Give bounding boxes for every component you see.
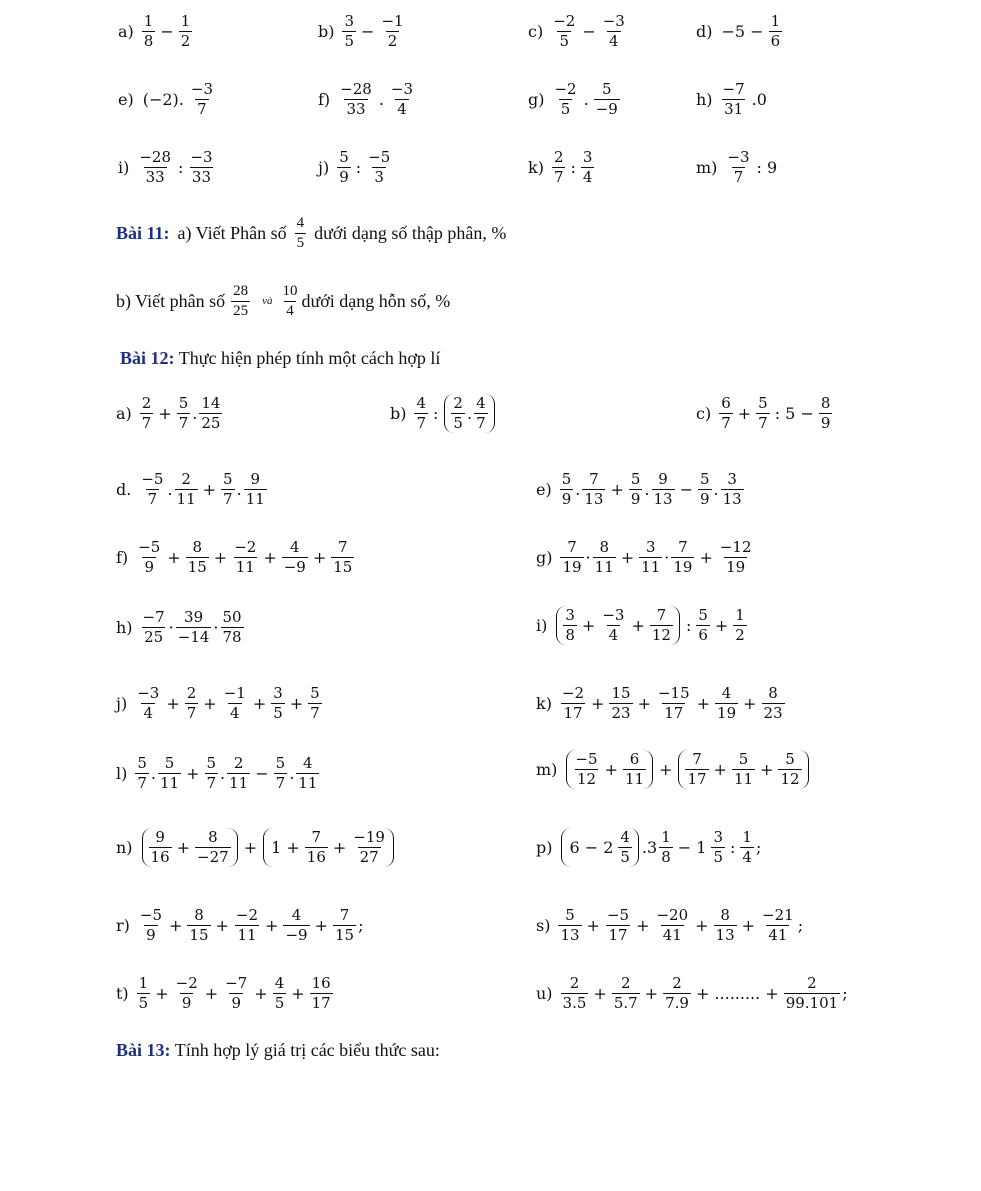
exercise-12m: m) $\frac{-5}{12}$ + $\frac{6}{11}$ + $\frac{7}{17}$ + $\frac{5}{11}$ + $\frac{5}{12}$ xyxy=(536,750,812,789)
bai12-title: Bài 12: Thực hiện phép tính một cách hợp lí xyxy=(120,348,441,368)
item-label: a) xyxy=(118,21,134,41)
exercise-12k: k) $\frac{-2}{17}$ + $\frac{15}{23}$ + $\frac{-15}{17}$ + $\frac{4}{19}$ + $\frac{8}{23}$ xyxy=(536,684,783,722)
exercise-j: j) $\frac{5}{9}$ : $\frac{-5}{3}$ xyxy=(318,148,391,186)
exercise-12g: g) $\frac{7}{19}$ · $\frac{8}{11}$ + $\frac{3}{11}$ · $\frac{7}{19}$ + $\frac{-12}{19}$ xyxy=(536,538,752,576)
exercise-b: b) $\frac{3}{5}$ − $\frac{-1}{2}$ xyxy=(318,12,404,50)
exercise-12j: j) $\frac{-3}{4}$ + $\frac{2}{7}$ + $\frac{-1}{4}$ + $\frac{3}{5}$ + $\frac{5}{7}$ xyxy=(116,684,320,722)
exercise-k: k) $\frac{2}{7}$ : $\frac{3}{4}$ xyxy=(528,148,593,186)
exercise-g: g) $\frac{-2}{5}$ . $\frac{5}{-9}$ xyxy=(528,80,618,118)
exercise-12c: c) $\frac{6}{7}$ + $\frac{5}{7}$ : 5 − $\frac{8}{9}$ xyxy=(696,394,831,432)
exercise-12p: p) 6 − 2 $\frac{4}{5}$ .3 $\frac{1}{8}$ − 1 $\frac{3}{5}$ : $\frac{1}{4}$ ; xyxy=(536,828,762,866)
exercise-12s: s) $\frac{5}{13}$ + $\frac{-5}{17}$ + $\frac{-20}{41}$ + $\frac{8}{13}$ + $\frac{-21}{41}$ ; xyxy=(536,906,804,944)
exercise-d: d) −5 − $\frac{1}{6}$ xyxy=(696,12,781,50)
exercise-12h: h) $\frac{-7}{25}$ · $\frac{39}{-14}$ · $\frac{50}{78}$ xyxy=(116,608,242,646)
exercise-c: c) $\frac{-2}{5}$ − $\frac{-3}{4}$ xyxy=(528,12,625,50)
exercise-12a: a) $\frac{2}{7}$ + $\frac{5}{7}$ . $\frac{14}{25}$ xyxy=(116,394,221,432)
exercise-12b: b) $\frac{4}{7}$ : $\frac{2}{5}$ . $\frac{4}{7}$ xyxy=(390,394,498,433)
exercise-e: e) (−2). $\frac{-3}{7}$ xyxy=(118,80,213,118)
fraction: $\frac{1}{2}$ xyxy=(180,12,191,50)
exercise-a: a) $\frac{1}{8}$ − $\frac{1}{2}$ xyxy=(118,12,191,50)
exercise-12r: r) $\frac{-5}{9}$ + $\frac{8}{15}$ + $\frac{-2}{11}$ + $\frac{4}{-9}$ + $\frac{7}{15}$ ; xyxy=(116,906,364,944)
exercise-12e: e) $\frac{5}{9}$ . $\frac{7}{13}$ + $\frac{5}{9}$ . $\frac{9}{13}$ − $\frac{5}{9}$ . $\frac{3}{13}$ xyxy=(536,470,742,508)
exercise-12d: d. $\frac{-5}{7}$ . $\frac{2}{11}$ + $\frac{5}{7}$ . $\frac{9}{11}$ xyxy=(116,470,265,508)
exercise-12f: f) $\frac{-5}{9}$ + $\frac{8}{15}$ + $\frac{-2}{11}$ + $\frac{4}{-9}$ + $\frac{7}{15}$ xyxy=(116,538,353,576)
bai11-heading: Bài 11: xyxy=(116,222,170,243)
exercise-12n: n) $\frac{9}{16}$ + $\frac{8}{-27}$ + 1 + $\frac{7}{16}$ + $\frac{-19}{27}$ xyxy=(116,828,397,867)
exercise-12u: u) $\frac{2}{3.5}$ + $\frac{2}{5.7}$ + $\frac{2}{7.9}$ + ......... + $\frac{2}{99.101}$ ; xyxy=(536,974,848,1012)
exercise-h: h) $\frac{-7}{31}$ .0 xyxy=(696,80,767,118)
exercise-m: m) $\frac{-3}{7}$ : 9 xyxy=(696,148,778,186)
exercise-12t: t) $\frac{1}{5}$ + $\frac{-2}{9}$ + $\frac{-7}{9}$ + $\frac{4}{5}$ + $\frac{16}{17}$ xyxy=(116,974,331,1012)
exercise-f: f) $\frac{-28}{33}$ . $\frac{-3}{4}$ xyxy=(318,80,414,118)
fraction: $\frac{1}{8}$ xyxy=(143,12,154,50)
bai11-part-a: Bài 11: a) Viết Phân số $\frac{4}{5}$ dưới dạng số thập phân, % xyxy=(116,215,507,251)
exercise-12l: l) $\frac{5}{7}$ . $\frac{5}{11}$ + $\frac{5}{7}$ . $\frac{2}{11}$ − $\frac{5}{7}$ . $\frac{4}{11}$ xyxy=(116,754,318,792)
bai11-part-b: b) Viết phân số $\frac{28}{25}$ và $\frac{10}{4}$ dưới dạng hỗn số, % xyxy=(116,283,451,319)
exercise-12i: i) $\frac{3}{8}$ + $\frac{-3}{4}$ + $\frac{7}{12}$ : $\frac{5}{6}$ + $\frac{1}{2}$ xyxy=(536,606,745,644)
bai13-title: Bài 13: Tính hợp lý giá trị các biểu thức sau: xyxy=(116,1040,440,1060)
exercise-i: i) $\frac{-28}{33}$ : $\frac{-3}{33}$ xyxy=(118,148,213,186)
